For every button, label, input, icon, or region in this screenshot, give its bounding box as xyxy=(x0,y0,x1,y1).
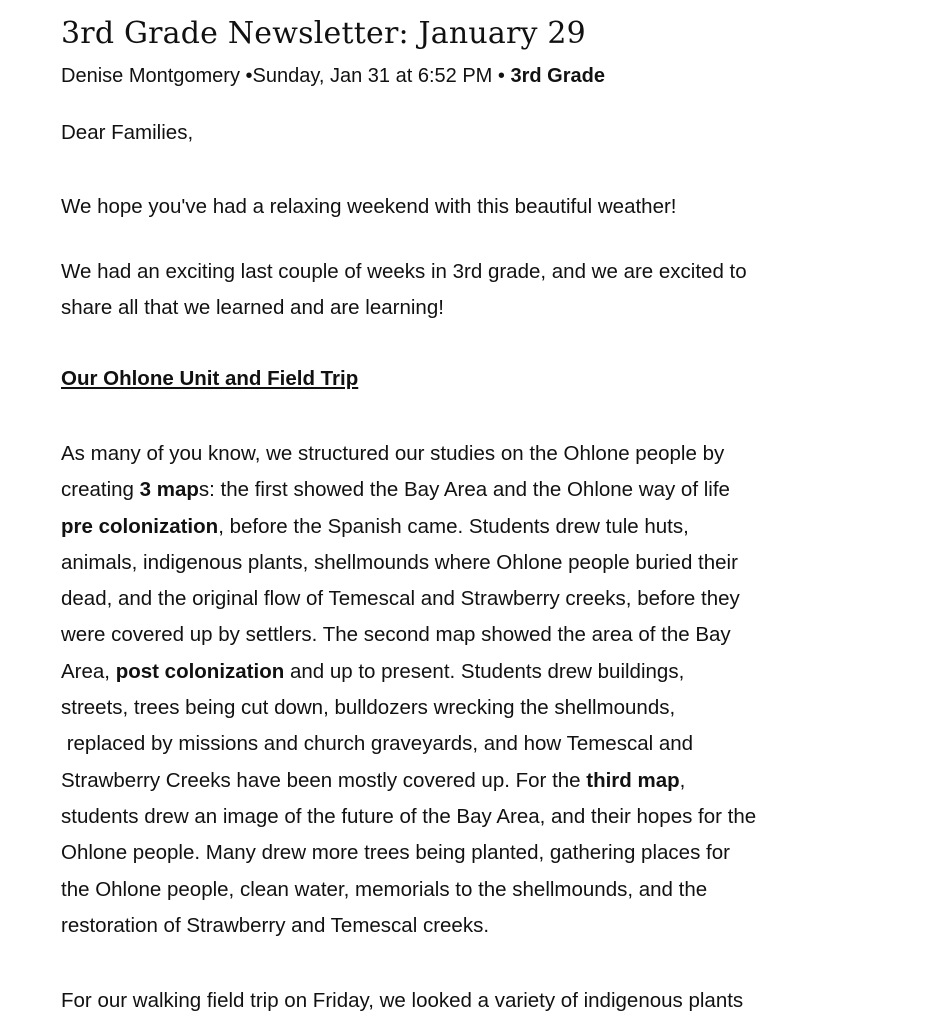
text-line xyxy=(61,654,921,690)
text-line: We had an exciting last couple of weeks in 3rd grade, and we are excited to xyxy=(61,260,747,283)
section-heading: Our Ohlone Unit and Field Trip xyxy=(61,367,359,390)
text-run: creating xyxy=(61,478,140,502)
text-line: animals, indigenous plants, shellmounds where Ohlone people buried their xyxy=(61,550,738,574)
text-line: share all that we learned and are learning! xyxy=(61,296,444,320)
text-line: dead, and the original flow of Temescal and Strawberry creeks, before they xyxy=(61,587,740,611)
newsletter-title: 3rd Grade Newsletter: January 29 xyxy=(61,16,586,51)
text-line xyxy=(61,763,921,799)
text-line: replaced by missions and church graveyards, and how Temescal and xyxy=(61,732,694,756)
text-line: We hope you've had a relaxing weekend with this beautiful weather! xyxy=(61,195,677,218)
text-line: Dear Families, xyxy=(61,121,194,144)
bold-text: post colonization xyxy=(115,659,285,683)
ohlone-paragraph xyxy=(61,436,921,944)
author-name: Denise Montgomery xyxy=(61,65,240,87)
text-line: For our walking field trip on Friday, we looked a variety of indigenous plants xyxy=(61,989,744,1012)
text-run: and up to present. Students drew buildings, xyxy=(284,659,685,683)
text-line: restoration of Strawberry and Temescal creeks. xyxy=(61,913,490,937)
text-line xyxy=(61,472,921,508)
bold-text: third map xyxy=(586,768,680,792)
text-run: Strawberry Creeks have been mostly covered up. For the xyxy=(61,768,587,792)
post-meta xyxy=(61,65,605,88)
bold-text: pre colonization xyxy=(61,514,219,538)
text-run: , before the Spanish came. Students drew tule huts, xyxy=(218,514,689,538)
field-trip-paragraph xyxy=(61,983,921,1019)
text-run: s: the first showed the Bay Area and the Ohlone way of life xyxy=(198,478,730,502)
text-line: Ohlone people. Many drew more trees being planted, gathering places for xyxy=(61,841,730,865)
post-category: 3rd Grade xyxy=(510,65,605,87)
text-line xyxy=(61,509,921,545)
post-date: Sunday, Jan 31 at 6:52 PM xyxy=(252,65,493,87)
exciting-paragraph xyxy=(61,254,921,327)
text-line: the Ohlone people, clean water, memorials to the shellmounds, and the xyxy=(61,877,708,901)
bold-text: 3 map xyxy=(139,478,199,502)
hope-paragraph xyxy=(61,189,921,225)
meta-separator: • xyxy=(492,65,511,87)
text-line: As many of you know, we structured our studies on the Ohlone people by xyxy=(61,442,725,465)
text-run: Area, xyxy=(61,659,116,683)
meta-separator: • xyxy=(239,65,253,87)
text-line: streets, trees being cut down, bulldozers wrecking the shellmounds, xyxy=(61,696,676,720)
text-run: , xyxy=(679,768,686,792)
greeting-paragraph xyxy=(61,115,921,151)
text-line: were covered up by settlers. The second map showed the area of the Bay xyxy=(61,623,731,647)
text-line: students drew an image of the future of the Bay Area, and their hopes for the xyxy=(61,804,757,828)
